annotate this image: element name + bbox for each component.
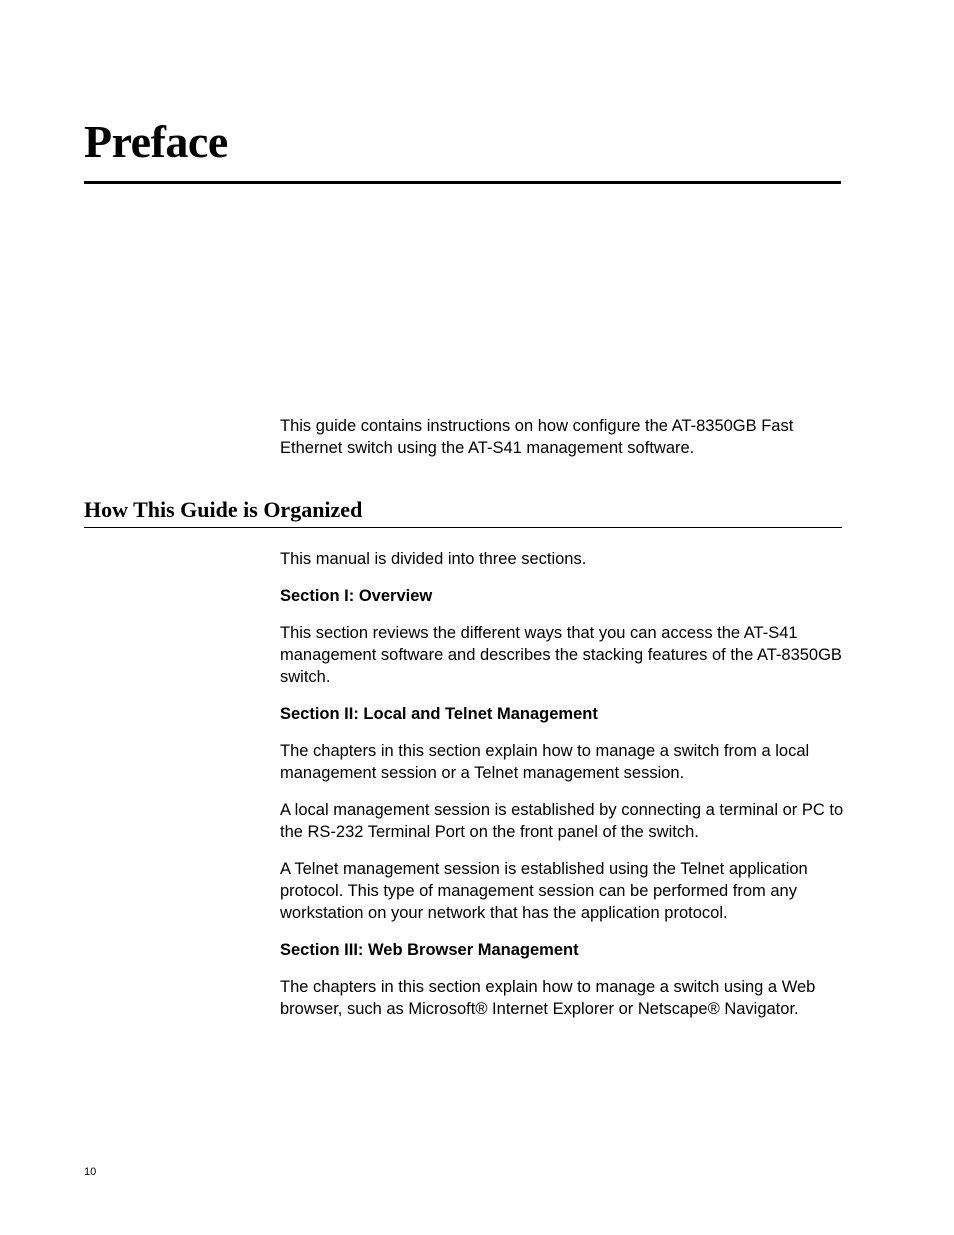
body-paragraph: A local management session is established by connecting a terminal or PC to the RS-232 Terminal Port on the front panel of the switch. <box>280 801 844 841</box>
subsection-heading: Section I: Overview <box>280 587 433 605</box>
subsection-heading: Section III: Web Browser Management <box>280 941 579 959</box>
body-paragraph: The chapters in this section explain how to manage a switch using a Web browser, such as Microsoft® Internet Explorer or Netscape® Navigator. <box>280 978 816 1018</box>
page-number: 10 <box>84 1166 97 1178</box>
section-body <box>280 548 845 1035</box>
section-heading: How This Guide is Organized <box>84 497 363 522</box>
body-paragraph: A Telnet management session is established using the Telnet application protocol. This type of management session can be performed from any workstation on your network that has the application protocol. <box>280 860 808 922</box>
intro-paragraph: This guide contains instructions on how configure the AT-8350GB Fast Ethernet switch using the AT-S41 management software. <box>280 417 794 457</box>
body-paragraph: This section reviews the different ways that you can access the AT-S41 management software and describes the stacking features of the AT-8350GB switch. <box>280 624 842 686</box>
section-rule <box>84 527 842 528</box>
title-rule <box>84 181 841 184</box>
body-paragraph: The chapters in this section explain how to manage a switch from a local management session or a Telnet management session. <box>280 742 810 782</box>
chapter-title: Preface <box>84 116 228 167</box>
subsection-heading: Section II: Local and Telnet Management <box>280 705 598 723</box>
body-paragraph: This manual is divided into three sections. <box>280 550 587 568</box>
